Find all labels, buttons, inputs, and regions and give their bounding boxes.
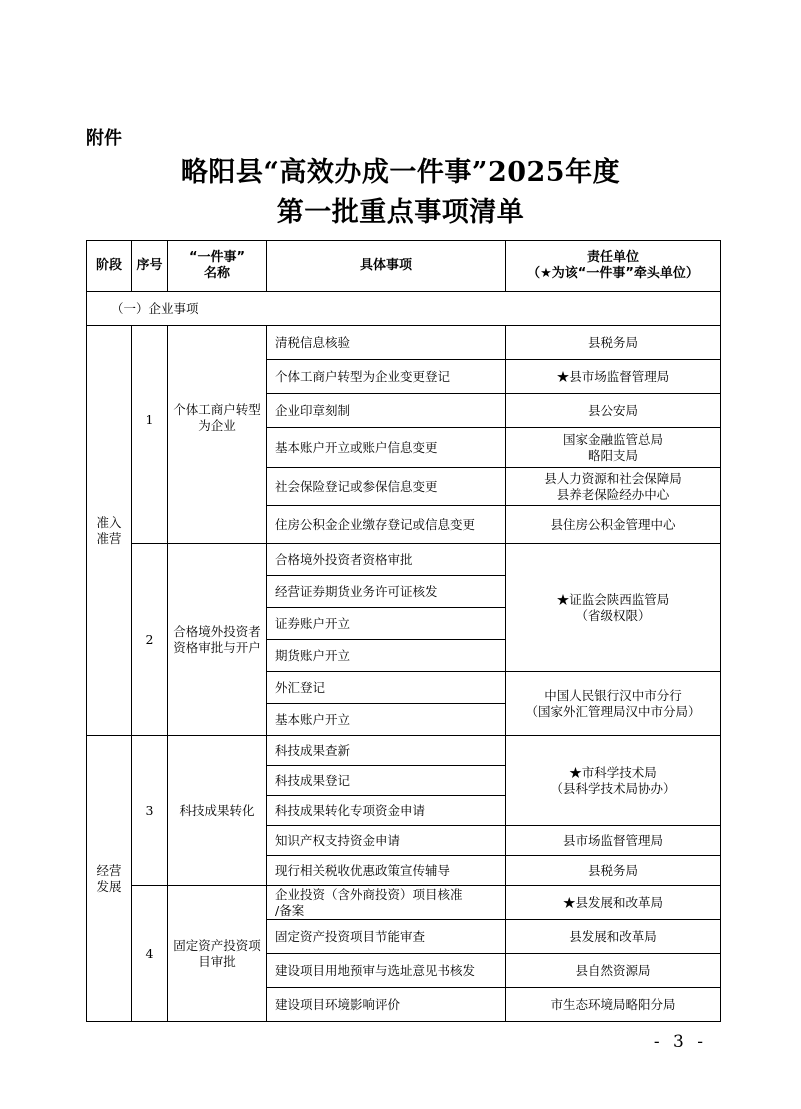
- document-title-line1: 略阳县“高效办成一件事”2025年度: [180, 157, 621, 188]
- unit-cell: [506, 672, 721, 736]
- unit-line: ★证监会陕西监管局: [556, 591, 670, 607]
- group-name-cell: 固定资产投资项目审批: [168, 886, 267, 1022]
- header-name-line2: 名称: [203, 266, 230, 281]
- item-cell: 科技成果查新: [267, 736, 506, 766]
- unit-line: ★市科学技术局: [569, 764, 657, 780]
- unit-cell: 县市场监督管理局: [506, 826, 721, 856]
- item-cell: 个体工商户转型为企业变更登记: [267, 360, 506, 394]
- items-table: [86, 240, 721, 1022]
- document-title-line2: 第一批重点事项清单: [276, 197, 525, 228]
- seq-cell: 2: [132, 544, 168, 736]
- item-cell: 科技成果登记: [267, 766, 506, 796]
- seq-cell: 4: [132, 886, 168, 1022]
- header-stage: 阶段: [87, 241, 132, 292]
- seq-cell: 3: [132, 736, 168, 886]
- page-number: - 3 -: [653, 1032, 707, 1052]
- header-unit: [506, 241, 721, 292]
- group-name-cell: 合格境外投资者资格审批与开户: [168, 544, 267, 736]
- seq-cell: 1: [132, 326, 168, 544]
- unit-cell: 县公安局: [506, 394, 721, 428]
- table-row: [87, 736, 721, 766]
- unit-line: （国家外汇管理局汉中市分局）: [525, 703, 701, 719]
- unit-line: 略阳支局: [587, 447, 638, 463]
- item-cell: 建设项目环境影响评价: [267, 988, 506, 1022]
- table-row: [87, 544, 721, 576]
- item-cell: 合格境外投资者资格审批: [267, 544, 506, 576]
- unit-cell: [506, 428, 721, 468]
- unit-cell: ★县市场监督管理局: [506, 360, 721, 394]
- unit-cell: 县税务局: [506, 326, 721, 360]
- item-cell: 固定资产投资项目节能审查: [267, 920, 506, 954]
- group-name-cell: 科技成果转化: [168, 736, 267, 886]
- unit-cell: [506, 468, 721, 506]
- item-cell: 社会保险登记或参保信息变更: [267, 468, 506, 506]
- stage-cell-dev: 经营发展: [87, 736, 132, 1022]
- stage-cell-entry: 准入准营: [87, 326, 132, 736]
- item-cell: 外汇登记: [267, 672, 506, 704]
- unit-line: 国家金融监管总局: [562, 431, 663, 447]
- item-cell: 基本账户开立: [267, 704, 506, 736]
- table-row: [87, 326, 721, 360]
- item-cell: 现行相关税收优惠政策宣传辅导: [267, 856, 506, 886]
- unit-cell: 市生态环境局略阳分局: [506, 988, 721, 1022]
- group-name-cell: 个体工商户转型为企业: [168, 326, 267, 544]
- header-name-line1: “一件事”: [188, 250, 246, 265]
- item-cell: 企业印章刻制: [267, 394, 506, 428]
- header-unit-line2: （★为该“一件事”牵头单位）: [527, 266, 699, 281]
- section-title: （一）企业事项: [87, 292, 721, 326]
- item-cell: 清税信息核验: [267, 326, 506, 360]
- table-row: [87, 886, 721, 920]
- unit-cell: 县自然资源局: [506, 954, 721, 988]
- item-cell: 经营证券期货业务许可证核发: [267, 576, 506, 608]
- item-cell: 建设项目用地预审与选址意见书核发: [267, 954, 506, 988]
- header-items: 具体事项: [267, 241, 506, 292]
- item-cell: 证券账户开立: [267, 608, 506, 640]
- item-cell: [267, 886, 506, 920]
- unit-cell: 县发展和改革局: [506, 920, 721, 954]
- unit-line: 县人力资源和社会保障局: [544, 470, 682, 486]
- item-cell: 知识产权支持资金申请: [267, 826, 506, 856]
- header-unit-line1: 责任单位: [586, 250, 639, 265]
- unit-cell: [506, 736, 721, 826]
- header-row: [87, 241, 721, 292]
- unit-cell: 县税务局: [506, 856, 721, 886]
- item-line: 企业投资（含外商投资）项目核准: [275, 886, 463, 902]
- item-line: /备案: [275, 902, 305, 918]
- section-row: [87, 292, 721, 326]
- item-cell: 住房公积金企业缴存登记或信息变更: [267, 506, 506, 544]
- unit-line: （县科学技术局协办）: [550, 780, 676, 796]
- header-seq: 序号: [132, 241, 168, 292]
- unit-cell: [506, 544, 721, 672]
- unit-line: 县养老保险经办中心: [556, 486, 670, 502]
- item-cell: 期货账户开立: [267, 640, 506, 672]
- attachment-label: 附件: [86, 128, 122, 149]
- header-name: [168, 241, 267, 292]
- item-cell: 科技成果转化专项资金申请: [267, 796, 506, 826]
- unit-cell: ★县发展和改革局: [506, 886, 721, 920]
- unit-line: 中国人民银行汉中市分行: [544, 687, 682, 703]
- item-cell: 基本账户开立或账户信息变更: [267, 428, 506, 468]
- unit-line: （省级权限）: [575, 607, 651, 623]
- unit-cell: 县住房公积金管理中心: [506, 506, 721, 544]
